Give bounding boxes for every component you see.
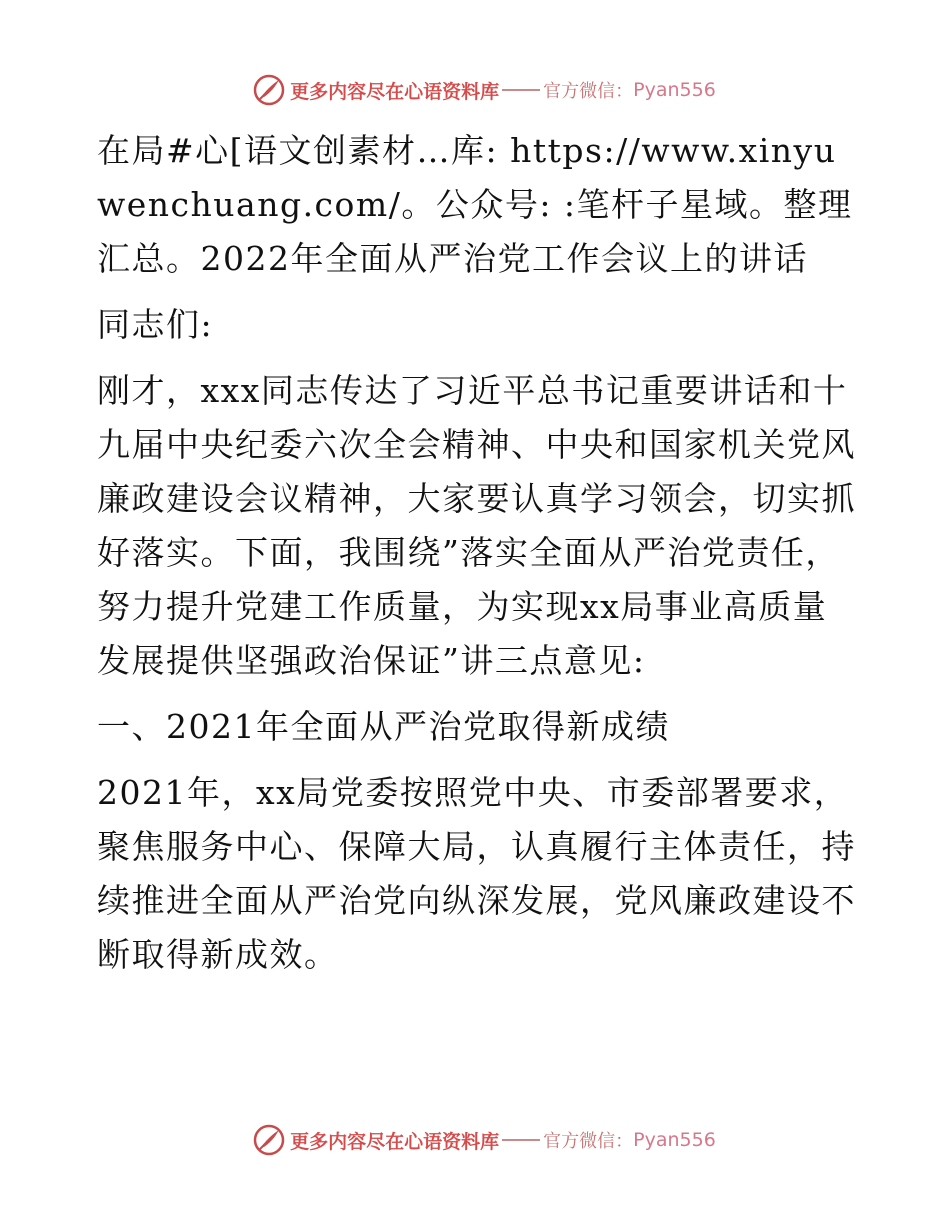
banner-main-text: 更多内容尽在心语资料库 [290, 1130, 500, 1153]
paragraph-section-body: 2021年，xx局党委按照党中央、市委部署要求，聚焦服务中心、保障大局，认真履行主体责任，持续推进全面从严治党向纵深发展，党风廉政建设不断取得新成效。 [97, 773, 856, 974]
banner-row [252, 73, 716, 107]
banner-sub-text: 官方微信： [543, 1131, 634, 1152]
banner-wechat-id: Pyan556 [633, 79, 716, 101]
banner-sub-text: 官方微信： [543, 81, 634, 102]
banner-divider [502, 89, 540, 91]
footer-watermark-banner [0, 1120, 950, 1160]
document-title: 在局#心[语文创素材…库: https://www.xinyuwenchuang.com/。公众号: :笔杆子星域。整理汇总。2022年全面从严治党工作会议上的讲话 [97, 131, 853, 278]
banner-main-text: 更多内容尽在心语资料库 [290, 80, 500, 103]
quill-emblem-icon [252, 73, 286, 107]
document-body [97, 124, 857, 982]
section-heading: 一、2021年全面从严治党取得新成绩 [97, 707, 670, 746]
banner-row [252, 1123, 716, 1157]
quill-emblem-icon [252, 1123, 286, 1157]
paragraph-greeting: 同志们: [97, 305, 214, 344]
paragraph-intro: 刚才，xxx同志传达了习近平总书记重要讲话和十九届中央纪委六次全会精神、中央和国家机关党风廉政建设会议精神，大家要认真学习领会，切实抓好落实。下面，我围绕”落实全面从严治党责任，努力提升党建工作质量，为实现xx局事业高质量发展提供坚强政治保证”讲三点意见: [97, 371, 856, 680]
header-watermark-banner [0, 70, 950, 110]
banner-wechat-id: Pyan556 [633, 1129, 716, 1151]
banner-divider [502, 1139, 540, 1141]
